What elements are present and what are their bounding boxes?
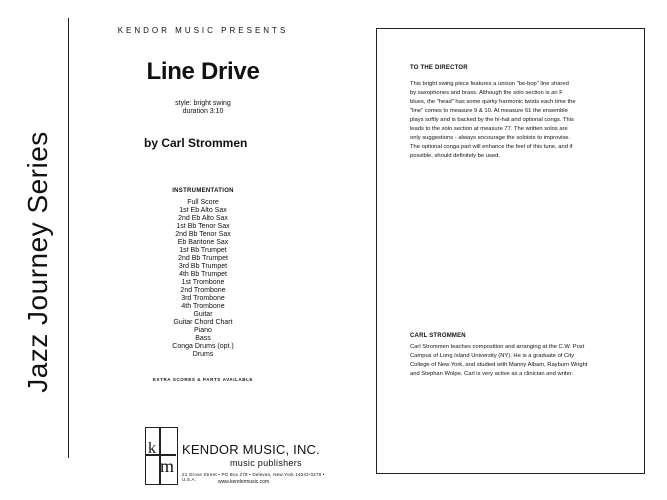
cover-page xyxy=(8,12,334,485)
style-info xyxy=(72,100,334,116)
text-line: plays softly and is backed by the hi-hat and optional congs. This xyxy=(410,117,574,123)
spine-divider xyxy=(68,18,69,458)
publisher-name: KENDOR MUSIC, INC. xyxy=(182,442,320,457)
instrument-item: 4th Bb Trumpet xyxy=(179,271,227,278)
text-line: and Stephan Wolpe. Carl is very active as a clinician and writer. xyxy=(410,371,573,377)
duration-text: duration 3:10 xyxy=(182,108,224,115)
instrument-item: 3rd Trombone xyxy=(181,295,225,302)
piece-title: Line Drive xyxy=(146,58,260,85)
composer-byline: by Carl Strommen xyxy=(144,136,248,150)
series-title: Jazz Journey Series xyxy=(22,131,53,393)
logo-letter-k: k xyxy=(148,440,156,457)
text-line: Carl Strommen teaches composition and arranging at the C.W. Post xyxy=(410,344,585,350)
director-heading: TO THE DIRECTOR xyxy=(410,65,468,71)
instrument-item: 1st Bb Trumpet xyxy=(179,247,227,254)
director-notes xyxy=(410,80,622,161)
text-line: "line" comes to measure 9 & 10. At measure 61 the ensemble xyxy=(410,108,568,114)
text-line: leads to the solo section at measure 77. The written solos are xyxy=(410,126,568,132)
instrument-item: Full Score xyxy=(187,199,219,206)
extra-parts-note: EXTRA SCORES & PARTS AVAILABLE xyxy=(152,377,254,382)
logo-letter-m: m xyxy=(160,456,175,476)
series-spine xyxy=(8,12,68,452)
instrument-item: 1st Bb Tenor Sax xyxy=(176,223,230,230)
presents-line: KENDOR MUSIC PRESENTS xyxy=(117,26,289,35)
kendor-logo xyxy=(145,427,178,485)
publisher-url: www.kendormusic.com xyxy=(218,479,270,485)
instrument-item: Guitar xyxy=(193,311,213,318)
instrument-item: 1st Trombone xyxy=(181,279,225,286)
notes-page xyxy=(376,28,645,474)
text-line: The optional conga part will enhance the feel of this tune, and if xyxy=(410,144,573,150)
instrumentation-list xyxy=(72,199,334,359)
instrument-item: 2nd Bb Tenor Sax xyxy=(175,231,231,238)
instrument-item: 2nd Bb Trumpet xyxy=(178,255,228,262)
instrument-item: Eb Baritone Sax xyxy=(177,239,229,246)
instrument-item: Drums xyxy=(192,351,214,358)
instrument-item: 4th Trombone xyxy=(181,303,225,310)
instrument-item: 3rd Bb Trumpet xyxy=(178,263,228,270)
instrument-item: 1st Eb Alto Sax xyxy=(179,207,227,214)
composer-bio xyxy=(410,343,622,379)
text-line: Campus of Long Island University (NY). He is a graduate of City xyxy=(410,353,574,359)
publisher-tagline: music publishers xyxy=(230,458,302,468)
composer-heading: CARL STROMMEN xyxy=(410,333,466,339)
instrument-item: Guitar Chord Chart xyxy=(173,319,233,326)
text-line: possible, should definitely be used. xyxy=(410,153,500,159)
instrumentation-heading: INSTRUMENTATION xyxy=(172,188,234,194)
text-line: by saxophones and brass. Although the solo section is an F xyxy=(410,90,563,96)
text-line: blues, the "head" has some quirky harmonic twists each time the xyxy=(410,99,576,105)
instrument-item: 2nd Trombone xyxy=(180,287,226,294)
instrument-item: Bass xyxy=(195,335,211,342)
text-line: only suggestions - always encourage the soloists to improvise. xyxy=(410,135,571,141)
style-text: style: bright swing xyxy=(175,100,231,107)
instrument-item: Piano xyxy=(194,327,212,334)
text-line: This bright swing piece features a unison "be-bop" line shared xyxy=(410,81,569,87)
text-line: College of New York, and studied with Manny Albam, Rayburn Wright xyxy=(410,362,588,368)
instrument-item: 2nd Eb Alto Sax xyxy=(178,215,228,222)
instrument-item: Conga Drums (opt.) xyxy=(172,343,234,350)
publisher-address: 21 Grove Street • PO Box 278 • Delevan, New York 14042-0278 • U.S.A. xyxy=(182,472,325,482)
